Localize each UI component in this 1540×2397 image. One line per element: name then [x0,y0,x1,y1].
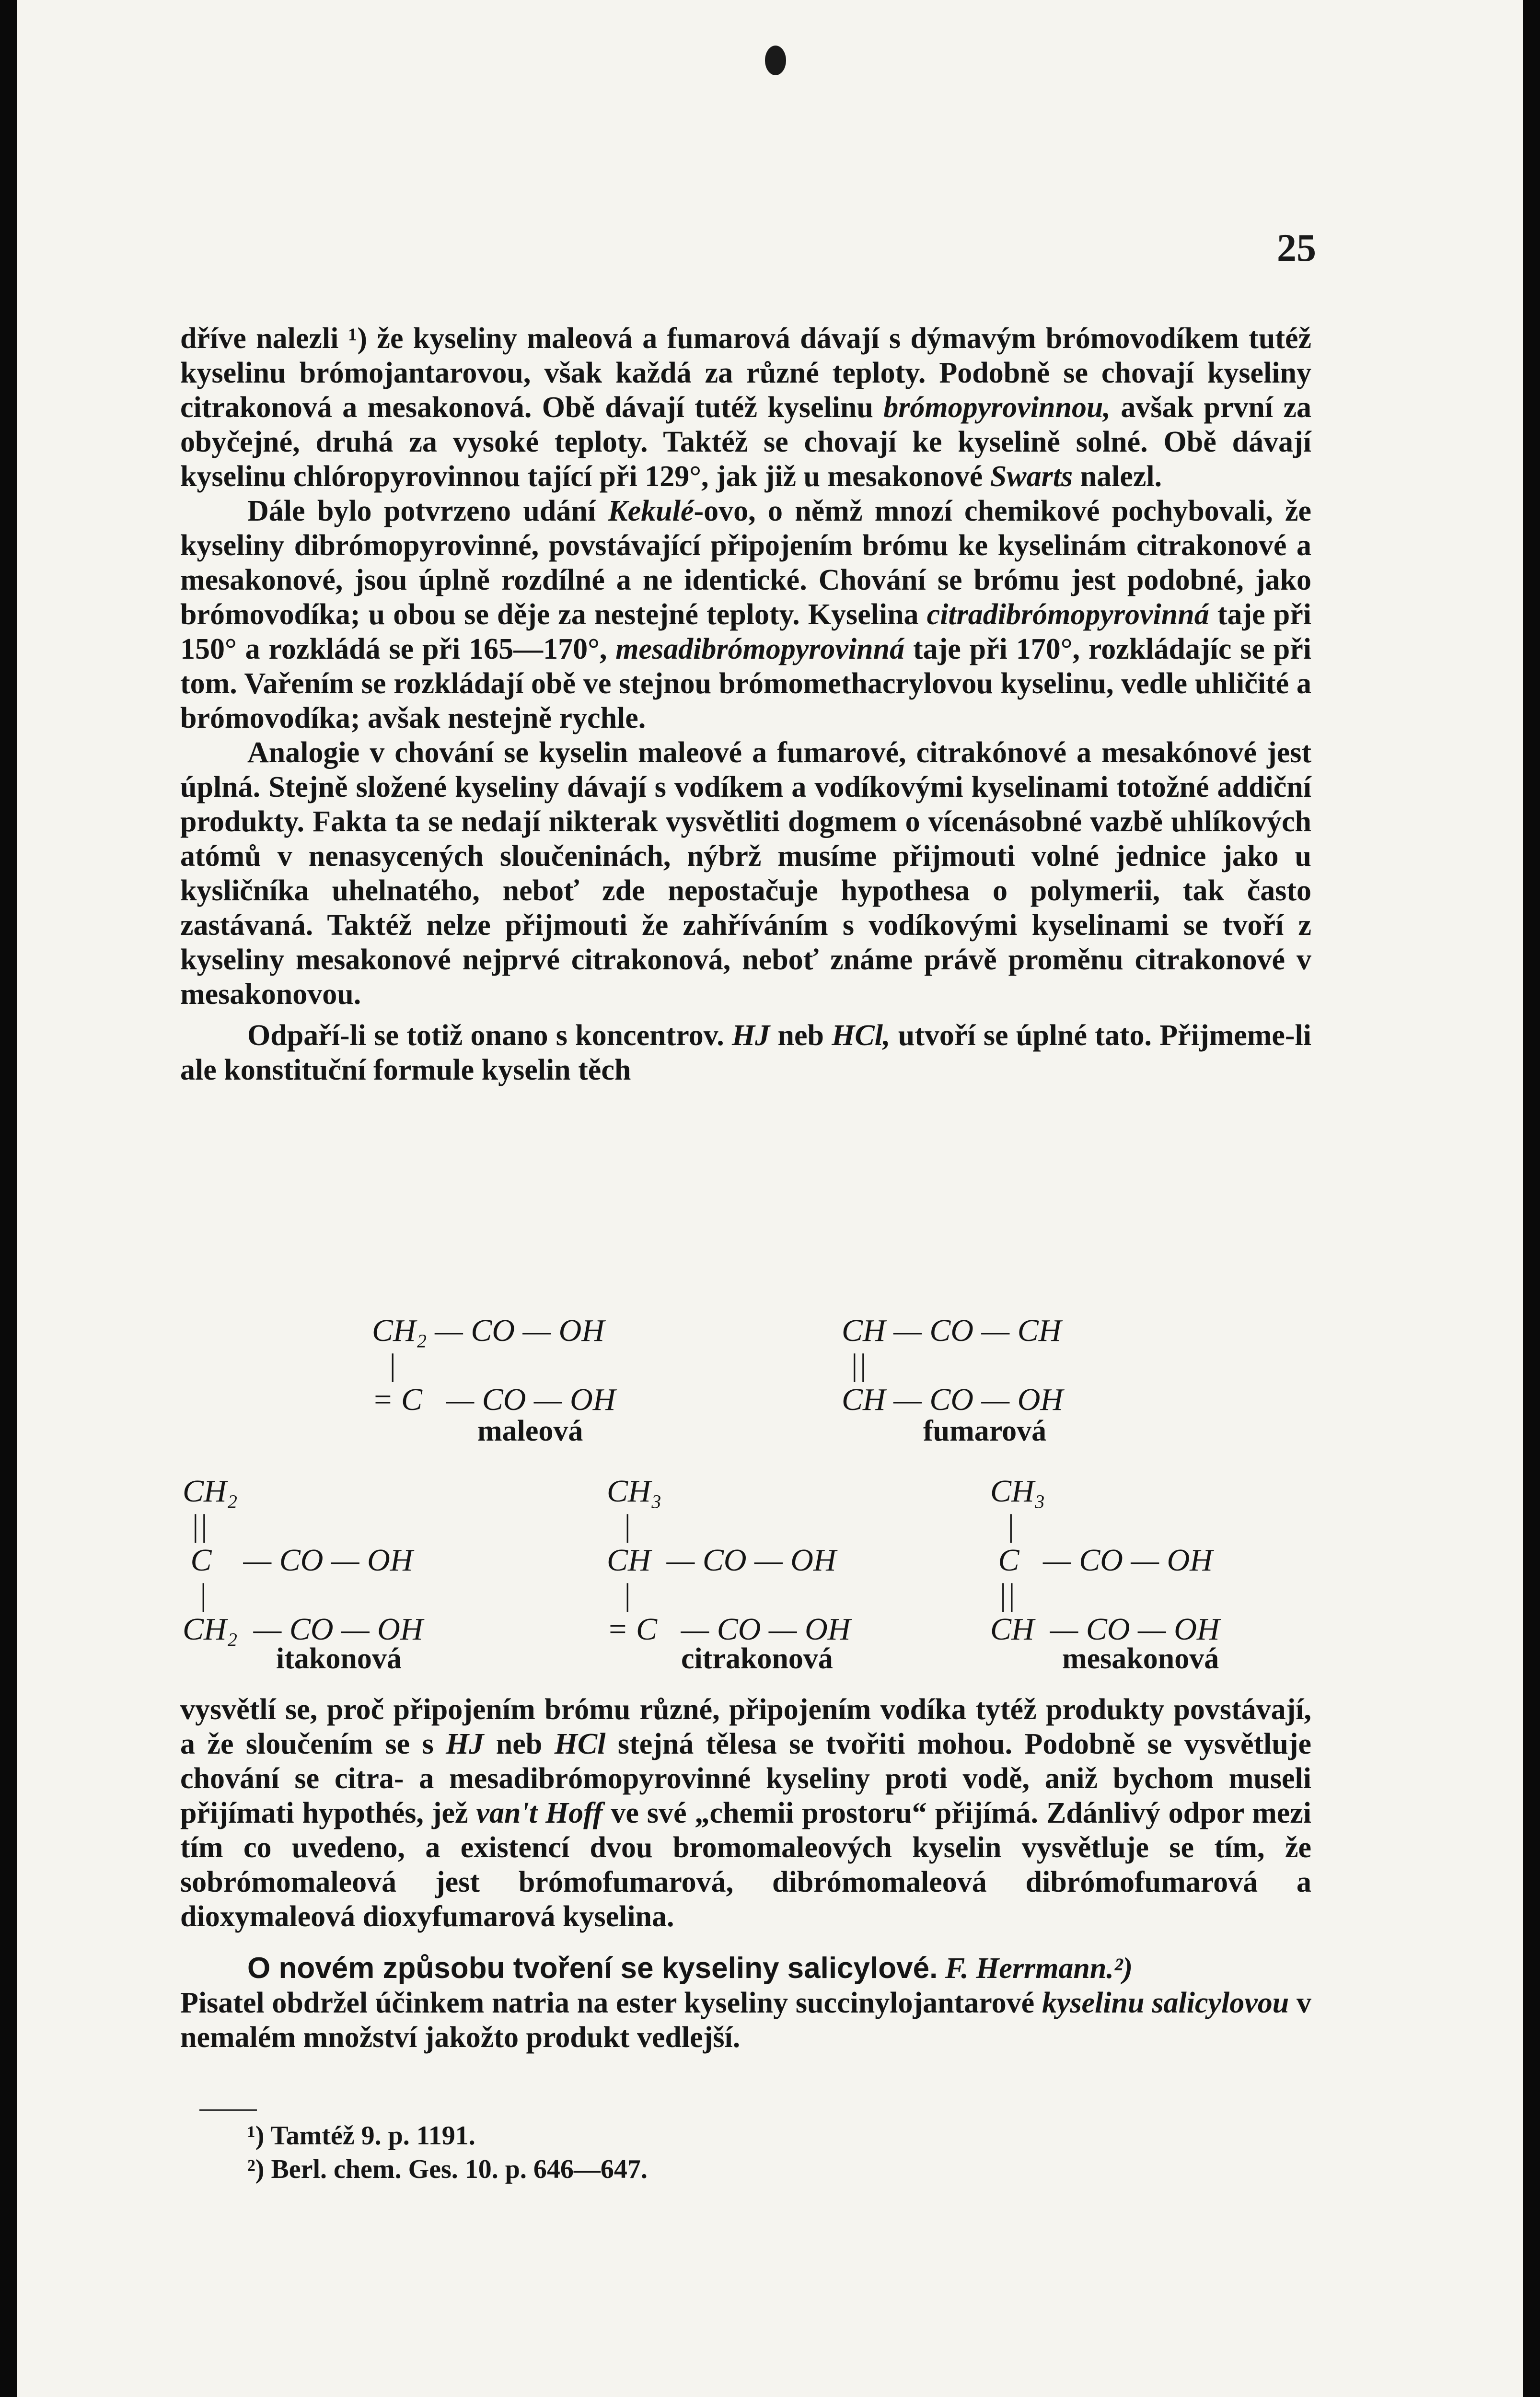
footnote-separator [199,2109,257,2111]
formula-fumarova: CH — CO — CH || CH — CO — OH [842,1313,1064,1417]
paragraph-5: vysvětlí se, proč připojením brómu různé, připojením vodíka tytéž produkty povstávají, a že sloučením se s HJ neb HCl stejná tělesa se tvořiti mohou. Podobně se vysvětluje chování se citra- a mesadibrómopyrovinné kyseliny proti vodě, aniž bychom museli přijímati hypothés, jež van't Hoff ve své „chemii prostoru“ přijímá. Zdánlivý odpor mezi tím co uvedeno, a existencí dvou bromomaleových kyselin vysvětluje se tím, že sobrómomaleová jest brómofumarová, dibrómomaleová dibrómofumarová a dioxymaleová dioxyfumarová kyselina. [180,1693,1311,1933]
formula-citrakonova: CH₃ | CH — CO — OH | = C — CO — OH [607,1474,851,1647]
body-text-top [180,321,1311,1087]
paragraph-2: Dále bylo potvrzeno udání Kekulé-ovo, o němž mnozí chemikové pochybovali, že kyseliny dibrómopyrovinné, povstávající připojením brómu ke kyselinám citrakonové a mesakonové, jsou úplně rozdílné a ne identické. Chování se brómu jest podobné, jako brómovodíka; u obou se děje za nestejné teploty. Kyselina citradibrómopyrovinná taje při 150° a rozkládá se při 165—170°, mesadibrómopyrovinná taje při 170°, rozkládajíc se při tom. Vařením se rozkládají obě ve stejnou brómomethacrylovou kyselinu, vedle uhličité a brómovodíka; avšak nestejně rychle. [180,495,1312,734]
page [17,0,1523,2397]
body-text-bottom [180,1692,1311,2055]
label-fumarova: fumarová [923,1415,1047,1447]
label-mesakonova: mesakonová [1062,1642,1219,1675]
section-title: O novém způsobu tvoření se kyseliny salicylové. [247,1952,938,1985]
label-maleova: maleová [477,1415,583,1447]
label-citrakonova: citrakonová [681,1642,833,1675]
section-heading [180,1951,1311,1986]
ink-blot [765,46,786,75]
formula-mesakonova: CH₃ | C — CO — OH || CH — CO — OH [990,1474,1220,1647]
footnote-2: ²) Berl. chem. Ges. 10. p. 646—647. [247,2154,648,2184]
formula-maleova: CH₂ — CO — OH | = C — CO — OH [372,1313,616,1417]
footnote-1: ¹) Tamtéž 9. p. 1191. [247,2121,475,2151]
paragraph-4: Odpaří-li se totiž onano s koncentrov. HJ neb HCl, utvoří se úplné tato. Přijmeme-li ale konstituční formule kyselin těch [180,1019,1311,1086]
paragraph-1: dříve nalezli ¹) že kyseliny maleová a fumarová dávají s dýmavým brómovodíkem tutéž kyselinu brómojantarovou, však každá za různé teploty. Podobně se chovají kyseliny citrakonová a mesakonová. Obě dávají tutéž kyselinu brómopyrovinnou, avšak první za obyčejné, druhá za vysoké teploty. Taktéž se chovají ke kyselině solné. Obě dávají kyselinu chlóropyrovinnou tající při 129°, jak již u mesakonové Swarts nalezl. [180,322,1312,493]
paragraph-3: Analogie v chování se kyselin maleové a fumarové, citrakónové a mesakónové jest úplná. Stejně složené kyseliny dávají s vodíkem a vodíkovými kyselinami totožné addiční produkty. Fakta ta se nedají nikterak vysvětliti dogmem o vícenásobné vazbě uhlíkových atómů v nenasycených sloučeninách, nýbrž musíme přijmouti volné jednice jako u kysličníka uhelnatého, neboť zde nepostačuje hypothesa o polymerii, tak často zastávaná. Taktéž nelze přijmouti že zahříváním s vodíkovými kyselinami se tvoří z kyseliny mesakonové nejprvé citrakonová, neboť známe právě proměnu citrakonové v mesakonovou. [180,736,1311,1011]
paragraph-6: Pisatel obdržel účinkem natria na ester kyseliny succinylojantarové kyselinu salicylovou v nemalém množství jakožto produkt vedlejší. [180,1987,1311,2054]
section-author: F. Herrmann.²) [945,1952,1133,1985]
page-number: 25 [1277,226,1316,269]
label-itakonova: itakonová [276,1642,402,1675]
formula-itakonova: CH₂ || C — CO — OH | CH₂ — CO — OH [183,1474,423,1647]
